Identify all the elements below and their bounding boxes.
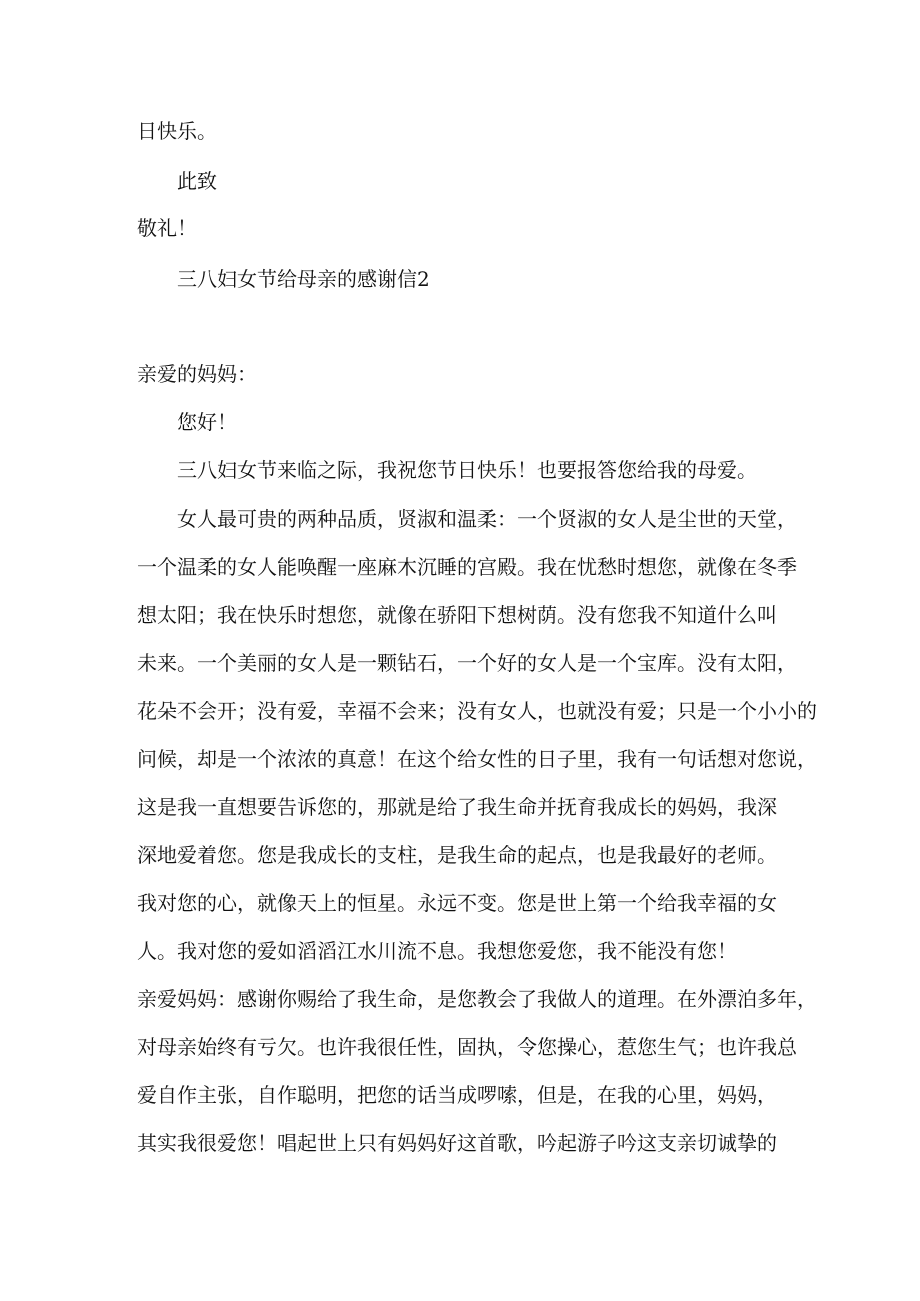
paragraph-line: 我对您的心，就像天上的恒星。永远不变。您是世上第一个给我幸福的女 — [137, 891, 777, 915]
paragraph-line: 亲爱妈妈：感谢你赐给了我生命，是您教会了我做人的道理。在外漂泊多年， — [137, 987, 817, 1011]
paragraph-line: 深地爱着您。您是我成长的支柱，是我生命的起点，也是我最好的老师。 — [137, 843, 777, 867]
paragraph-line: 想太阳；我在快乐时想您，就像在骄阳下想树荫。没有您我不知道什么叫 — [137, 603, 777, 627]
paragraph-line: 一个温柔的女人能唤醒一座麻木沉睡的宫殿。我在忧愁时想您，就像在冬季 — [137, 555, 797, 579]
text-line-continuation: 日快乐。 — [137, 119, 217, 143]
paragraph-line: 花朵不会开；没有爱，幸福不会来；没有女人，也就没有爱；只是一个小小的 — [137, 699, 817, 723]
paragraph-line: 其实我很爱您！唱起世上只有妈妈好这首歌，吟起游子吟这支亲切诚挚的 — [137, 1131, 777, 1155]
greeting: 您好！ — [177, 410, 237, 434]
salutation: 亲爱的妈妈： — [137, 362, 257, 386]
section-title: 三八妇女节给母亲的感谢信2 — [177, 267, 430, 291]
closing-jingli: 敬礼！ — [137, 216, 197, 240]
paragraph-line: 问候，却是一个浓浓的真意！在这个给女性的日子里，我有一句话想对您说， — [137, 747, 817, 771]
paragraph-line: 三八妇女节来临之际，我祝您节日快乐！也要报答您给我的母爱。 — [177, 458, 757, 482]
paragraph-line: 人。我对您的爱如滔滔江水川流不息。我想您爱您，我不能没有您！ — [137, 939, 737, 963]
paragraph-line: 未来。一个美丽的女人是一颗钻石，一个好的女人是一个宝库。没有太阳， — [137, 651, 797, 675]
paragraph-line: 这是我一直想要告诉您的，那就是给了我生命并抚育我成长的妈妈，我深 — [137, 795, 777, 819]
closing-cizhi: 此致 — [177, 169, 217, 193]
paragraph-line: 爱自作主张，自作聪明，把您的话当成啰嗦，但是，在我的心里，妈妈， — [137, 1083, 777, 1107]
paragraph-line: 女人最可贵的两种品质，贤淑和温柔：一个贤淑的女人是尘世的天堂， — [177, 507, 797, 531]
paragraph-line: 对母亲始终有亏欠。也许我很任性，固执，令您操心，惹您生气；也许我总 — [137, 1035, 797, 1059]
